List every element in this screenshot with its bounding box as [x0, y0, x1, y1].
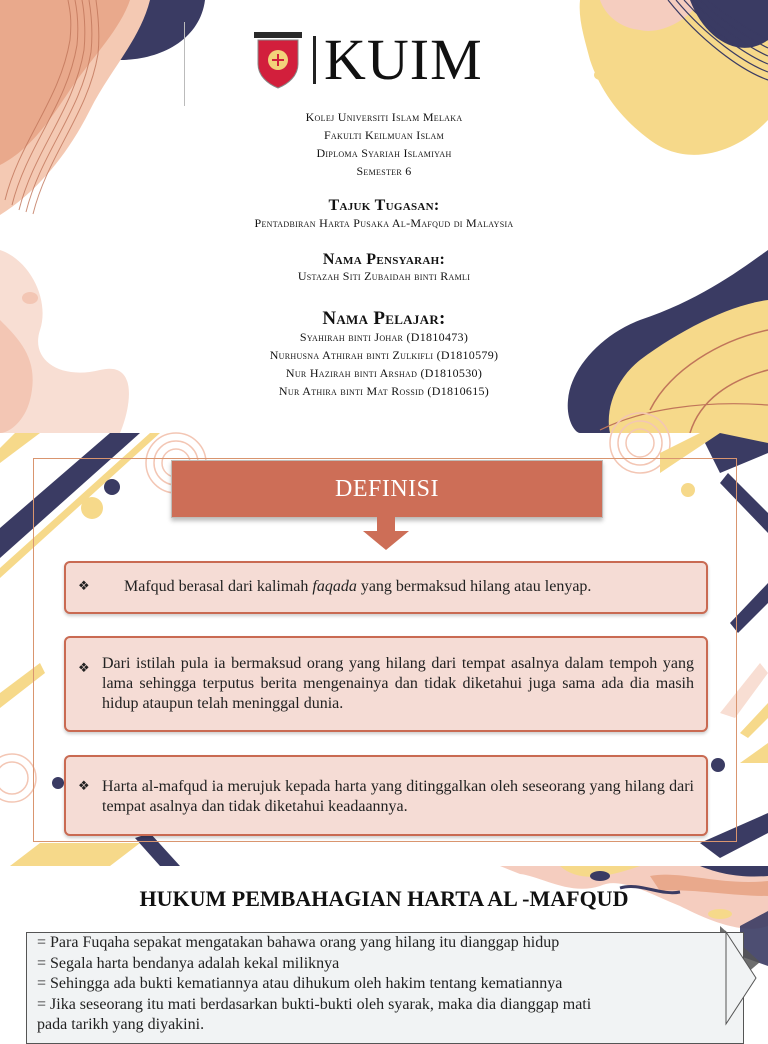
hukum-line: = Segala harta bendanya adalah kekal miliknya — [37, 954, 340, 972]
logo-text: KUIM — [324, 27, 483, 92]
hukum-content-box — [26, 932, 744, 1044]
definition-point-1 — [64, 561, 708, 614]
definition-text-1-part: yang bermaksud hilang atau lenyap. — [356, 578, 592, 595]
institution-block — [0, 108, 768, 180]
institution-line: Fakulti Keilmuan Islam — [323, 128, 445, 142]
hukum-line: pada tarikh yang diyakini. — [37, 1016, 205, 1033]
lecturer-name: Ustazah Siti Zubaidah binti Ramli — [297, 269, 471, 283]
chevron-right-icon — [726, 932, 768, 1024]
hukum-page — [0, 866, 768, 1033]
hukum-line: = Jika seseorang itu mati berdasarkan bukti-bukti oleh syarak, maka dia dianggap mati — [37, 995, 592, 1013]
hukum-line: = Sehingga ada bukti kematiannya atau dihukum oleh hakim tentang kematiannya — [37, 975, 563, 992]
logo-separator — [313, 36, 316, 84]
definition-text-3: Harta al-mafqud ia merujuk kepada harta yang ditinggalkan oleh seseorang yang hilang dari tempat asalnya dan tidak diketahui keadaannya. — [102, 778, 694, 815]
students-heading: Nama Pelajar: — [322, 308, 446, 329]
definition-point-2 — [64, 636, 708, 732]
definition-term-italic: faqada — [312, 578, 357, 595]
student-name: Nurhusna Athirah binti Zulkifli (D1810579) — [269, 348, 499, 362]
institution-line: Semester 6 — [356, 164, 412, 178]
diamond-bullet-icon: ❖ — [78, 578, 90, 593]
student-name: Nur Hazirah binti Arshad (D1810530) — [285, 366, 483, 380]
lecturer-heading: Nama Pensyarah: — [322, 251, 446, 268]
kuim-logo — [250, 27, 520, 92]
definition-text-1 — [124, 577, 694, 597]
header-divider — [184, 22, 185, 106]
diamond-bullet-icon: ❖ — [78, 660, 90, 675]
kuim-crest-icon — [250, 30, 306, 90]
hukum-line: = Para Fuqaha sepakat mengatakan bahawa orang yang hilang itu dianggap hidup — [37, 934, 560, 951]
definition-text-2: Dari istilah pula ia bermaksud orang yang hilang dari tempat asalnya dalam tempoh yang lama sehingga terputus berita mengenainya dan tidak diketahui juga sama ada dia masih hidup ataupun telah meninggal dunia. — [102, 655, 694, 712]
definition-point-3 — [64, 755, 708, 836]
definisi-title: DEFINISI — [171, 460, 603, 518]
arrow-down-icon — [363, 517, 409, 551]
assignment-heading: Tajuk Tugasan: — [328, 197, 440, 214]
student-name: Syahirah binti Johar (D1810473) — [299, 330, 469, 344]
students-list — [0, 328, 768, 400]
definition-text-1-part: Mafqud berasal dari kalimah — [124, 578, 313, 595]
institution-line: Kolej Universiti Islam Melaka — [305, 110, 463, 124]
student-name: Nur Athira binti Mat Rossid (D1810615) — [278, 384, 490, 398]
diamond-bullet-icon: ❖ — [78, 778, 90, 793]
cover-page — [0, 0, 768, 433]
institution-line: Diploma Syariah Islamiyah — [316, 146, 452, 160]
assignment-title: Pentadbiran Harta Pusaka Al-Mafqud di Malaysia — [254, 216, 514, 230]
definisi-page — [0, 433, 768, 866]
hukum-title: HUKUM PEMBAHAGIAN HARTA AL -MAFQUD — [139, 886, 629, 911]
